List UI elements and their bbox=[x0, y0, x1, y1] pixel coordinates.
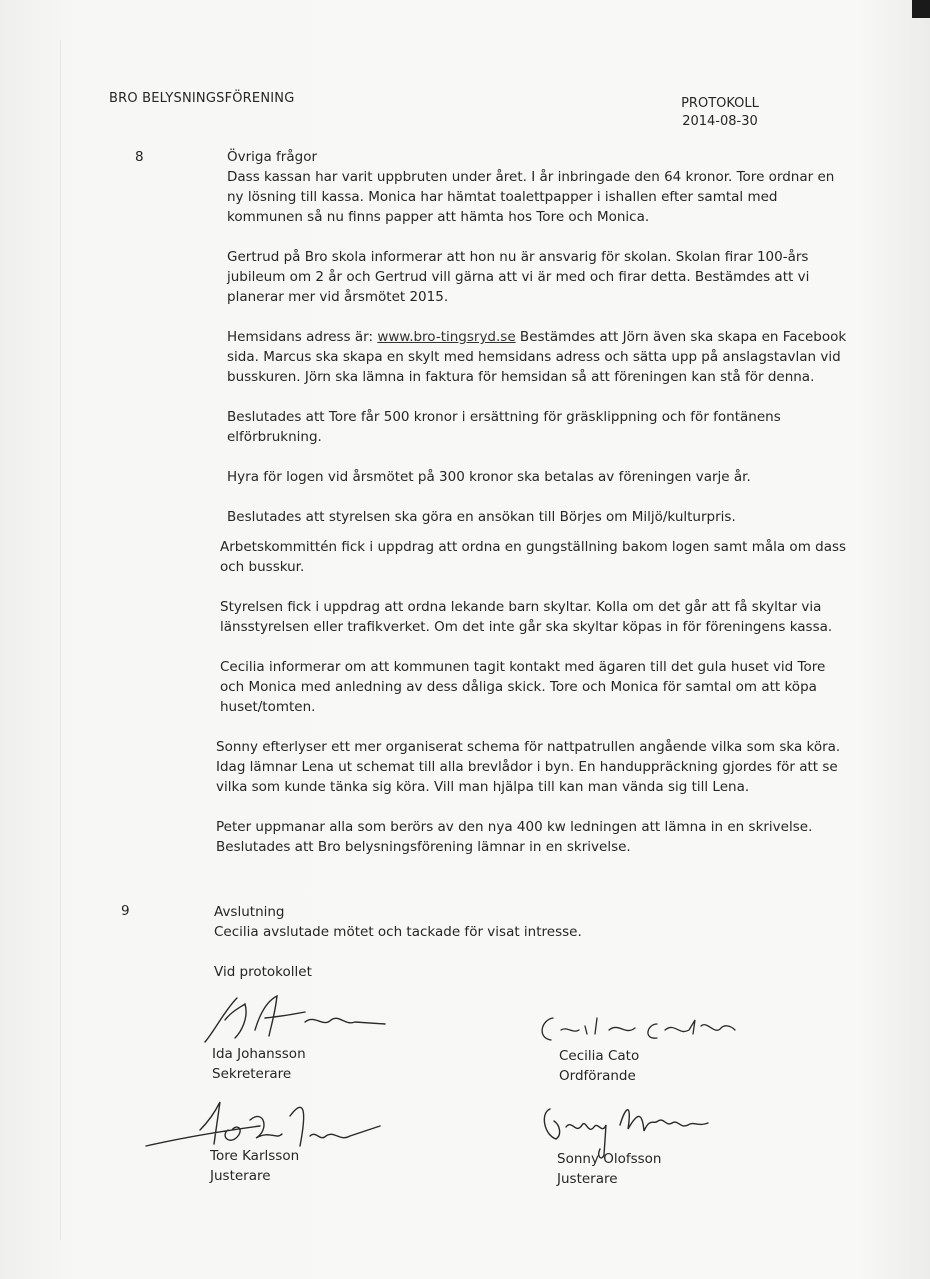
paragraph-website bbox=[227, 327, 847, 387]
scan-fold-line bbox=[60, 40, 61, 1240]
website-prefix: Hemsidans adress är: bbox=[227, 329, 378, 345]
paragraph: Cecilia informerar om att kommunen tagit kontakt med ägaren till det gula huset vid Tore och Monica med anledning av dess dåliga skick. Tore och Monica för samtal om att köpa huset/tomten. bbox=[220, 659, 826, 715]
paragraph: Styrelsen fick i uppdrag att ordna lekande barn skyltar. Kolla om det går att få skyltar via länsstyrelsen eller trafikverket. Om det inte går ska skyltar köpas in för föreningens kassa. bbox=[220, 599, 833, 635]
paragraph: Beslutades att styrelsen ska göra en ansökan till Börjes om Miljö/kulturpris. bbox=[227, 509, 736, 525]
section-ovriga-fragor bbox=[216, 147, 847, 877]
signer-sonny bbox=[557, 1149, 662, 1189]
section-avslutning bbox=[214, 902, 814, 942]
paragraph: Gertrud på Bro skola informerar att hon nu är ansvarig för skolan. Skolan firar 100-års jubileum om 2 år och Gertrud vill gärna att vi är med och firar detta. Bestämdes att vi planerar mer vid årsmötet 2015. bbox=[227, 249, 810, 305]
website-suffix: Bestämdes att Jörn även ska skapa en Facebook sida. Marcus ska skapa en skylt med hemsidans adress och sätta upp på anslagstavlan vid busskuren. Jörn ska lämna in faktura för hemsidan så att föreningen kan stå för denna. bbox=[227, 329, 847, 385]
section-title: Avslutning bbox=[214, 904, 285, 920]
website-link[interactable]: www.bro-tingsryd.se bbox=[377, 329, 516, 345]
organization-name: BRO BELYSNINGSFÖRENING bbox=[109, 91, 295, 106]
signer-name: Tore Karlsson bbox=[210, 1148, 300, 1164]
paragraph: Cecilia avslutade mötet och tackade för visat intresse. bbox=[214, 924, 582, 940]
signature-cecilia-cato bbox=[525, 1000, 775, 1050]
paragraph: Beslutades att Tore får 500 kronor i ersättning för gräsklippning och för fontänens elförbrukning. bbox=[227, 409, 781, 445]
item-number-8: 8 bbox=[135, 149, 144, 165]
paragraph: Sonny efterlyser ett mer organiserat schema för nattpatrullen angående vilka som ska köra. Idag lämnar Lena ut schemat till alla brevlådor i byn. En handuppräckning gjordes för att se vilka som kunde tänka sig köra. Vill man hjälpa till kan man vända sig till Lena. bbox=[216, 739, 841, 795]
signer-name: Sonny Olofsson bbox=[557, 1151, 662, 1167]
document-header-right bbox=[672, 95, 768, 131]
signer-name: Cecilia Cato bbox=[559, 1048, 640, 1064]
paragraph: Dass kassan har varit uppbruten under året. I år inbringade den 64 kronor. Tore ordnar en ny lösning till kassa. Monica har hämtat toalettpapper i ishallen efter samtal med kommunen så nu finns papper att hämta hos Tore och Monica. bbox=[227, 169, 835, 225]
paragraph: Hyra för logen vid årsmötet på 300 kronor ska betalas av föreningen varje år. bbox=[227, 469, 751, 485]
paragraph: Peter uppmanar alla som berörs av den nya 400 kw ledningen att lämna in en skrivelse. Beslutades att Bro belysningsförening lämnar in en skrivelse. bbox=[216, 819, 813, 855]
paragraph: Arbetskommittén fick i uppdrag att ordna en gungställning bakom logen samt måla om dass och busskur. bbox=[220, 539, 847, 575]
signer-role: Justerare bbox=[557, 1171, 618, 1187]
document-date: 2014-08-30 bbox=[682, 114, 758, 129]
document-type: PROTOKOLL bbox=[681, 96, 759, 111]
scan-corner-shadow bbox=[912, 0, 930, 18]
signer-role: Ordförande bbox=[559, 1068, 636, 1084]
signer-role: Justerare bbox=[210, 1168, 271, 1184]
item-number-9: 9 bbox=[121, 903, 130, 919]
section-title: Övriga frågor bbox=[227, 149, 318, 165]
signer-tore bbox=[210, 1146, 299, 1186]
signer-name: Ida Johansson bbox=[212, 1046, 306, 1062]
signer-role: Sekreterare bbox=[212, 1066, 292, 1082]
signature-ida-johansson bbox=[195, 990, 395, 1050]
signer-ida bbox=[212, 1044, 306, 1084]
signer-cecilia bbox=[559, 1046, 639, 1086]
closing-line: Vid protokollet bbox=[214, 964, 312, 980]
